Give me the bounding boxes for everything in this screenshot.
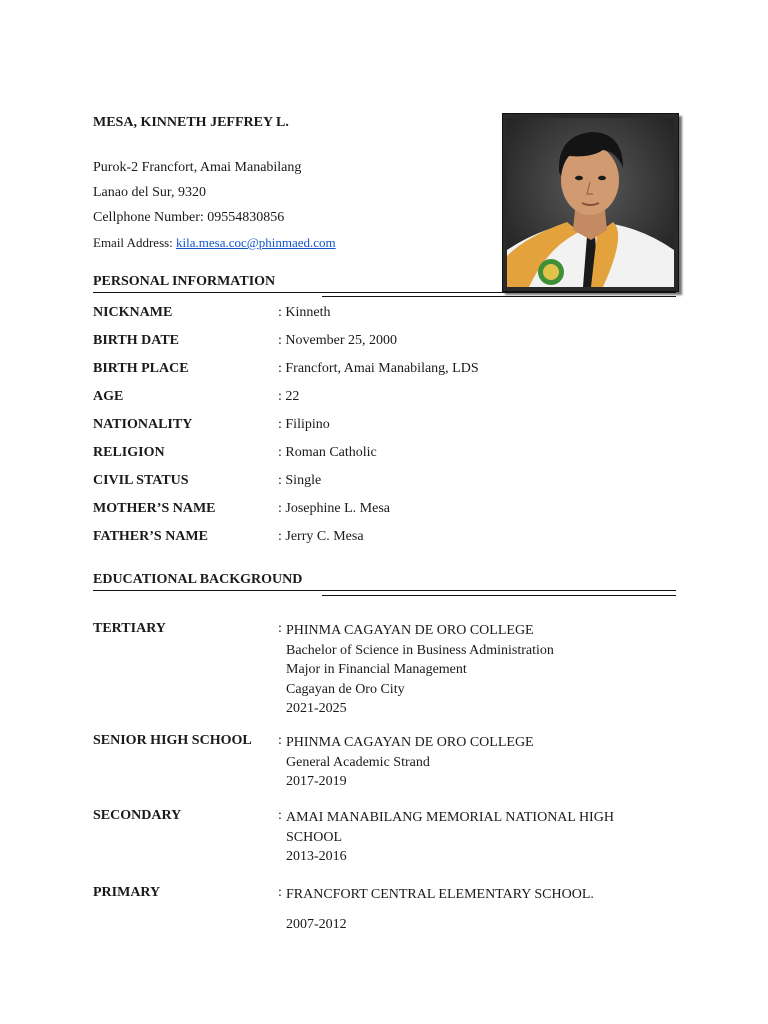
personal-field-label: FATHER’S NAME [93,529,208,544]
personal-field-label: AGE [93,389,124,404]
personal-field-label: NATIONALITY [93,417,193,432]
personal-field-value: : November 25, 2000 [278,333,397,348]
section-divider [93,292,676,293]
education-level-label: SECONDARY [93,808,182,823]
education-details [286,621,554,719]
section-divider-secondary [322,595,676,596]
personal-information-heading: PERSONAL INFORMATION [93,274,276,289]
email-label: Email Address: [93,235,177,250]
personal-field-value: : Filipino [278,417,330,432]
personal-field-value: : Jerry C. Mesa [278,529,364,544]
section-divider-secondary [322,296,676,297]
education-detail-line: 2013-2016 [286,849,347,864]
address-line-2: Lanao del Sur, 9320 [93,185,206,200]
education-colon: : [278,808,282,823]
education-level-label: TERTIARY [93,621,166,636]
education-detail-line: 2007-2012 [286,916,347,932]
education-colon: : [278,621,282,636]
education-detail-line: AMAI MANABILANG MEMORIAL NATIONAL HIGH [286,810,614,825]
cellphone-number: Cellphone Number: 09554830856 [93,210,285,225]
personal-field-value: : Single [278,473,322,488]
educational-background-heading: EDUCATIONAL BACKGROUND [93,572,303,587]
education-level-label: PRIMARY [93,885,161,900]
education-details [286,808,614,867]
email-line [93,235,336,251]
education-detail-line: FRANCFORT CENTRAL ELEMENTARY SCHOOL. [286,887,594,902]
personal-field-label: BIRTH DATE [93,333,179,348]
education-level-label: SENIOR HIGH SCHOOL [93,733,252,748]
personal-field-value: : Kinneth [278,305,331,320]
personal-field-value: : Roman Catholic [278,445,377,460]
personal-field-label: RELIGION [93,445,165,460]
portrait-photo-icon [507,118,674,287]
education-detail-line: PHINMA CAGAYAN DE ORO COLLEGE [286,623,534,638]
education-colon: : [278,733,282,748]
education-detail-line: PHINMA CAGAYAN DE ORO COLLEGE [286,735,534,750]
profile-photo [502,113,679,292]
education-detail-line: 2021-2025 [286,701,347,716]
education-details [286,733,534,792]
education-detail-line [286,905,594,915]
education-detail-line: General Academic Strand [286,754,430,770]
personal-field-value: : Francfort, Amai Manabilang, LDS [278,361,479,376]
applicant-name: MESA, KINNETH JEFFREY L. [93,115,289,130]
address-line-1: Purok-2 Francfort, Amai Manabilang [93,160,302,175]
education-details [286,885,594,934]
personal-field-value: : Josephine L. Mesa [278,501,390,516]
personal-field-label: MOTHER’S NAME [93,501,216,516]
education-detail-line: SCHOOL [286,829,343,845]
education-detail-line: 2017-2019 [286,774,347,789]
personal-field-label: BIRTH PLACE [93,361,189,376]
personal-field-value: : 22 [278,389,300,404]
personal-field-label: CIVIL STATUS [93,473,189,488]
education-detail-line: Major in Financial Management [286,662,467,677]
education-detail-line: Cagayan de Oro City [286,681,405,697]
email-link[interactable]: kila.mesa.coc@phinmaed.com [176,235,336,250]
section-divider [93,590,676,591]
education-detail-line: Bachelor of Science in Business Administration [286,642,554,658]
personal-field-label: NICKNAME [93,305,173,320]
education-colon: : [278,885,282,900]
